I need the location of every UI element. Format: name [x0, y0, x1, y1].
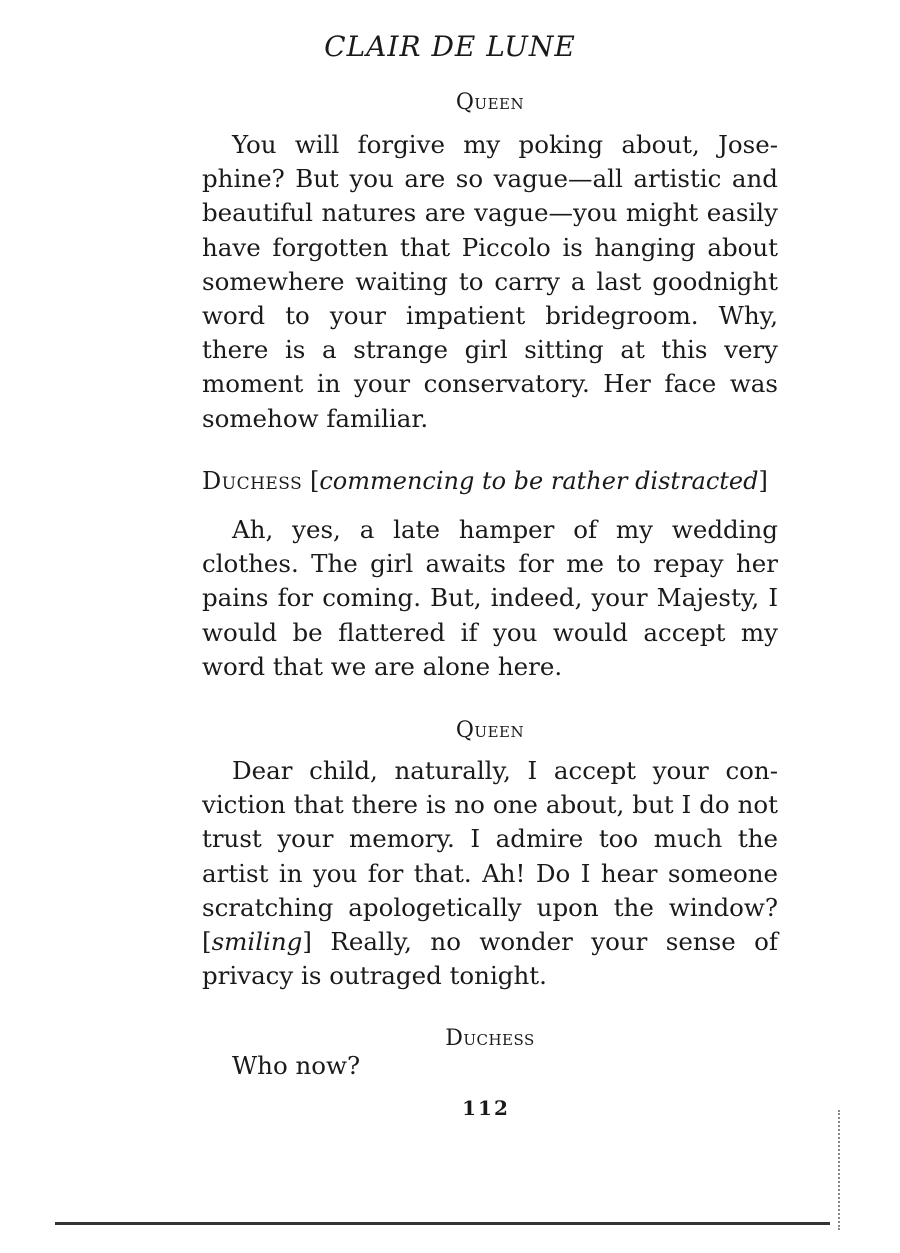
speaker-queen-2: Queen: [455, 718, 525, 743]
scan-edge-mark: [838, 1110, 842, 1230]
speaker-duchess-2: Duchess: [445, 1026, 535, 1051]
close-bracket: ]: [758, 467, 768, 495]
duchess-speech-1: Ah, yes, a late hamper of my wedding clothes. The girl awaits for me to repay her pains for coming. But, indeed, your Majesty, I would be flattered if you would accept my word that we are alone here.: [202, 515, 778, 681]
stage-direction-smiling: smiling: [211, 927, 303, 957]
stage-direction-distracted: commencing to be rather distracted: [319, 467, 759, 495]
queen-speech-1: You will forgive my poking about, Josephine? But you are so vague—all artistic and beautiful natures are vague—you might easily have forgotten that Piccolo is hanging about somewhere waiting to carry a last goodnight word to your impatient bridegroom. Why, there is a strange girl sitting at this very moment in your conservatory. Her face was somehow familiar.: [202, 130, 778, 433]
page-number: 112: [462, 1096, 510, 1120]
queen-speech-2: [202, 754, 778, 993]
speaker-queen-1: Queen: [455, 90, 525, 115]
duchess-speech-2: Who now?: [232, 1051, 361, 1080]
speaker-duchess-1: Duchess: [202, 467, 303, 495]
open-bracket: [: [202, 927, 212, 957]
running-head: CLAIR DE LUNE: [324, 30, 576, 63]
queen-speech-2-part-1: Dear child, naturally, I accept your conviction that there is no one about, but I do not trust your memory. I admire too much the artist in you for that. Ah! Do I hear someone scratching apologetically upon the window?: [202, 756, 778, 922]
bottom-rule: [55, 1222, 830, 1225]
open-bracket: [: [309, 467, 320, 495]
queen-speech-2-part-2: Really, no wonder your sense of privacy is outraged tonight.: [202, 927, 778, 991]
duchess-heading: [202, 467, 778, 495]
close-bracket: ]: [302, 927, 312, 957]
